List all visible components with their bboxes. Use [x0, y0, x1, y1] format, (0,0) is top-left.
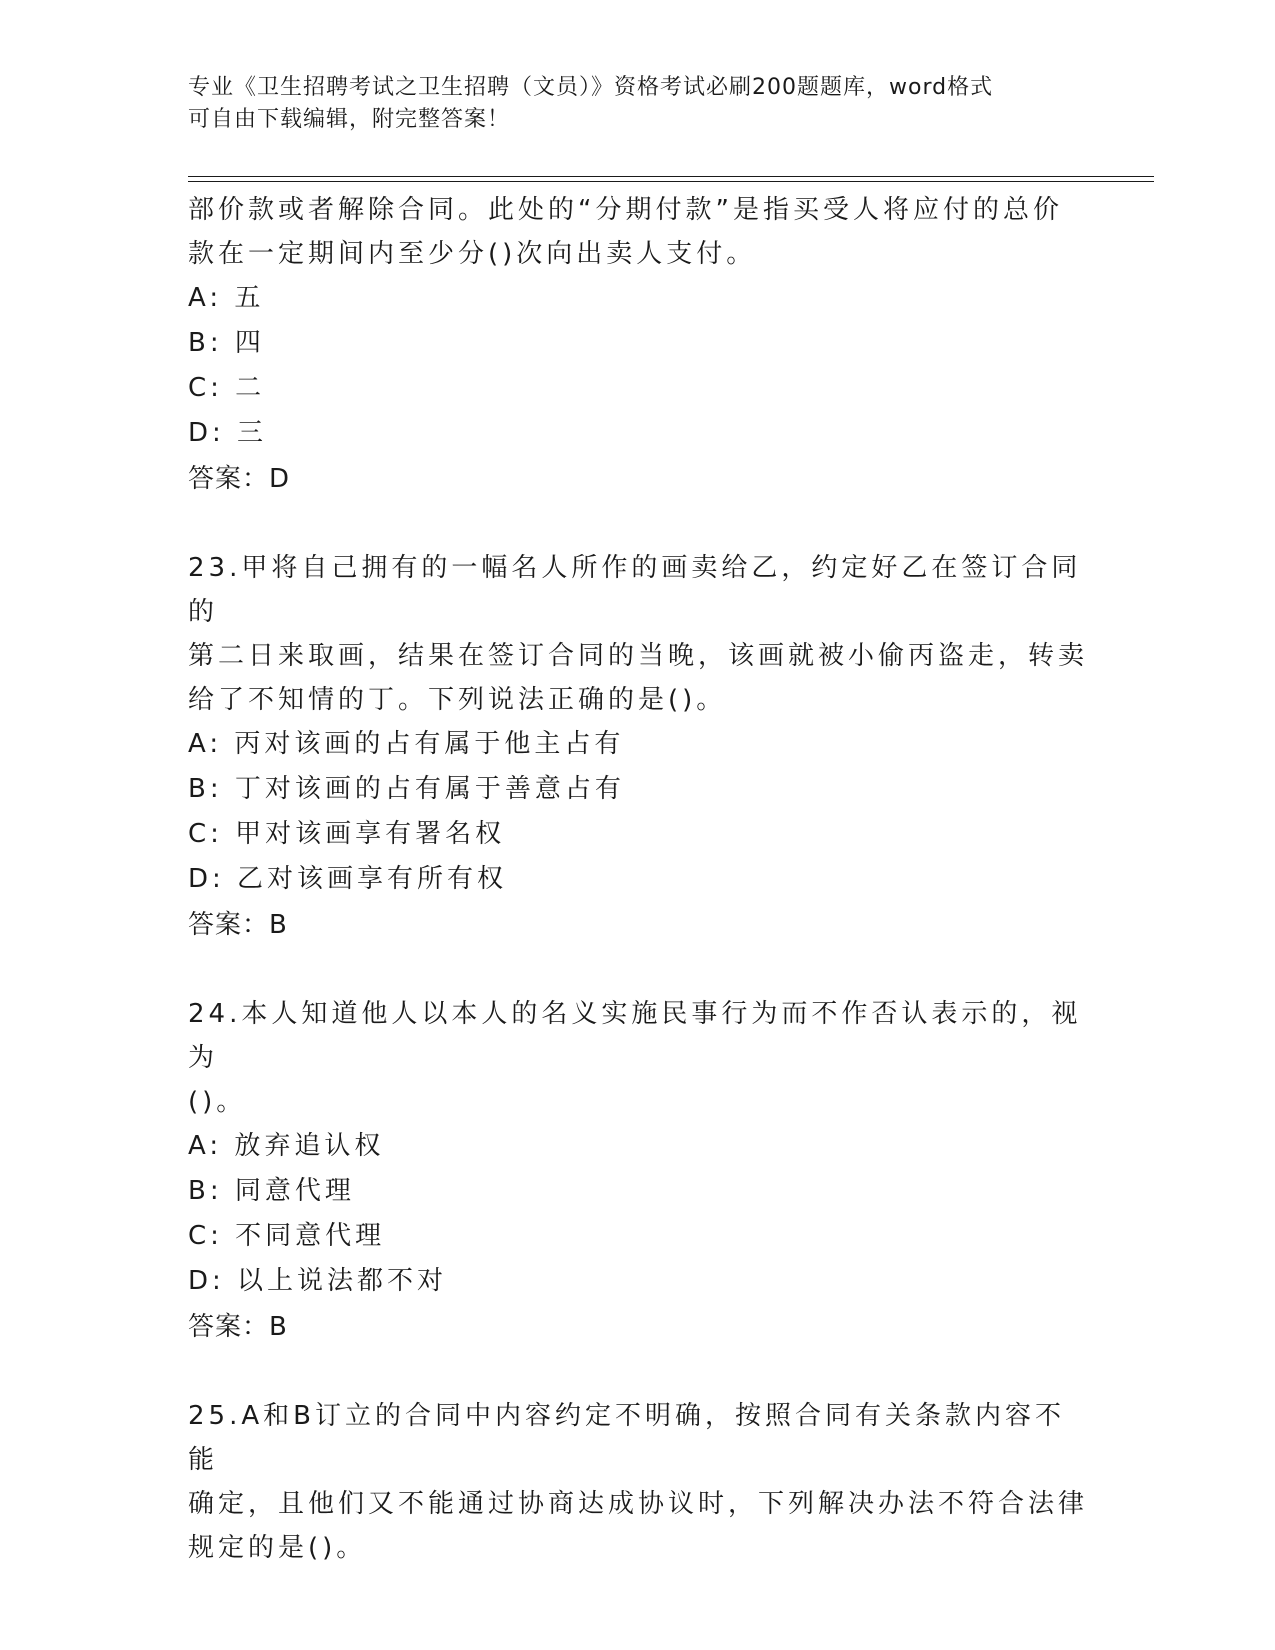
question-text-line: 确定，且他们又不能通过协商达成协议时，下列解决办法不符合法律	[188, 1489, 1089, 1519]
question-text-line: ()。	[188, 1087, 247, 1117]
option-a: A: 丙对该画的占有属于他主占有	[188, 729, 625, 759]
option-b: B: 同意代理	[188, 1176, 355, 1206]
spacer	[188, 502, 1088, 546]
spacer	[188, 948, 1088, 992]
question-22-continuation	[188, 188, 1088, 502]
question-list	[188, 188, 1088, 1570]
question-24	[188, 992, 1088, 1350]
question-text-line: 给了不知情的丁。下列说法正确的是()。	[188, 685, 727, 715]
spacer	[188, 1350, 1088, 1394]
question-23	[188, 546, 1088, 948]
option-d: D: 以上说法都不对	[188, 1266, 448, 1296]
document-header	[188, 72, 1068, 136]
option-a: A: 放弃追认权	[188, 1131, 385, 1161]
question-25	[188, 1394, 1088, 1570]
header-divider-bottom	[188, 181, 1154, 182]
answer-line: 答案：B	[188, 910, 288, 940]
question-text-line: 23.甲将自己拥有的一幅名人所作的画卖给乙，约定好乙在签订合同的	[188, 553, 1082, 627]
option-d: D: 乙对该画享有所有权	[188, 864, 508, 894]
option-b: B: 四	[188, 328, 265, 358]
question-text-line: 第二日来取画，结果在签订合同的当晚，该画就被小偷丙盗走，转卖	[188, 641, 1089, 671]
question-text-line: 部价款或者解除合同。此处的“分期付款”是指买受人将应付的总价	[188, 195, 1063, 225]
question-text-line: 规定的是()。	[188, 1533, 367, 1563]
option-c: C: 甲对该画享有署名权	[188, 819, 506, 849]
option-c: C: 二	[188, 373, 266, 403]
header-title-line-1: 专业《卫生招聘考试之卫生招聘（文员）》资格考试必刷200题题库，word格式	[188, 75, 994, 100]
header-divider-top	[188, 176, 1154, 177]
question-text-line: 25.A和B订立的合同中内容约定不明确，按照合同有关条款内容不能	[188, 1401, 1065, 1475]
option-a: A: 五	[188, 283, 265, 313]
question-text-line: 24.本人知道他人以本人的名义实施民事行为而不作否认表示的，视为	[188, 999, 1082, 1073]
answer-line: 答案：B	[188, 1312, 288, 1342]
answer-line: 答案：D	[188, 464, 291, 494]
question-text-line: 款在一定期间内至少分()次向出卖人支付。	[188, 239, 757, 269]
option-c: C: 不同意代理	[188, 1221, 386, 1251]
option-d: D: 三	[188, 418, 268, 448]
header-title-line-2: 可自由下载编辑，附完整答案！	[188, 107, 511, 132]
option-b: B: 丁对该画的占有属于善意占有	[188, 774, 625, 804]
